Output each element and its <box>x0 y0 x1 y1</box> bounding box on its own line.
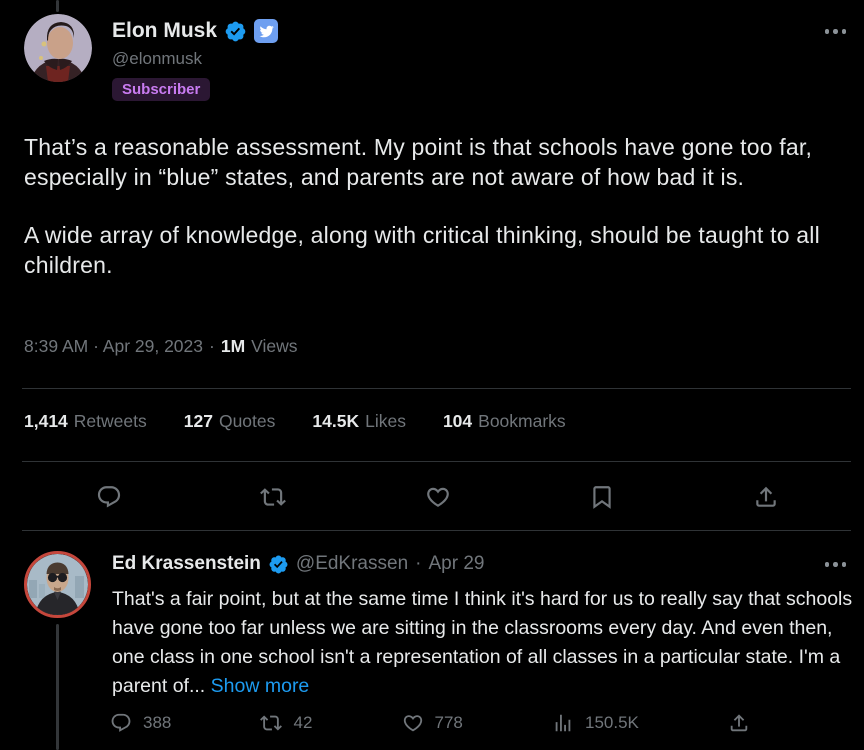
share-icon <box>753 484 779 510</box>
divider-bottom <box>22 530 851 531</box>
thread-line-above <box>56 0 59 12</box>
views-count: 1M <box>220 336 246 356</box>
bookmark-button[interactable] <box>588 483 616 511</box>
analytics-icon <box>552 712 574 734</box>
reply-reply-button[interactable] <box>110 712 171 734</box>
verified-badge-icon <box>268 554 289 575</box>
author-name[interactable]: Elon Musk <box>112 19 218 42</box>
retweet-count: 42 <box>293 713 313 732</box>
reply-views-button[interactable] <box>552 712 639 734</box>
quotes-stat[interactable] <box>184 411 276 432</box>
reply-text <box>112 585 854 701</box>
show-more-link[interactable]: Show more <box>210 675 310 697</box>
author-handle[interactable]: @elonmusk <box>112 49 203 68</box>
engagement-stats-row <box>24 411 566 432</box>
share-button[interactable] <box>752 483 780 511</box>
avatar-elon-musk[interactable] <box>24 14 92 82</box>
timestamp-row <box>24 336 298 357</box>
reply-icon <box>110 712 132 734</box>
timestamp: 8:39 AM · Apr 29, 2023 <box>24 336 204 356</box>
like-button[interactable] <box>424 483 452 511</box>
reply-icon <box>96 484 122 510</box>
likes-count: 14.5K <box>312 411 360 431</box>
bookmarks-label: Bookmarks <box>478 411 566 431</box>
retweets-stat[interactable] <box>24 411 147 432</box>
retweet-icon <box>260 484 286 510</box>
reply-date[interactable]: Apr 29 <box>428 553 485 574</box>
tweet-paragraph-2: A wide array of knowledge, along with critical thinking, should be taught to all children. <box>24 222 820 278</box>
quotes-count: 127 <box>183 411 213 431</box>
tweet-action-bar <box>24 482 851 512</box>
retweets-count: 1,414 <box>24 411 68 431</box>
tweet-text <box>24 132 846 280</box>
reply-more-menu-button[interactable] <box>825 562 847 567</box>
reply-author-handle[interactable]: @EdKrassen <box>295 553 409 574</box>
views-count: 150.5K <box>585 713 639 732</box>
thread-line-below <box>56 624 59 750</box>
reply-like-button[interactable] <box>402 712 463 734</box>
reply-author-name[interactable]: Ed Krassenstein <box>112 553 261 574</box>
reply-share-button[interactable] <box>728 712 750 734</box>
reply-count: 388 <box>143 713 172 732</box>
bookmarks-count: 104 <box>442 411 473 431</box>
subscriber-badge[interactable]: Subscriber <box>112 78 210 101</box>
divider-middle <box>22 461 851 462</box>
retweets-label: Retweets <box>73 411 147 431</box>
views-label: Views <box>251 336 298 356</box>
separator-dot: · <box>209 336 215 356</box>
likes-label: Likes <box>365 411 406 431</box>
reply-retweet-button[interactable] <box>260 712 312 734</box>
reply-button[interactable] <box>95 483 123 511</box>
twitter-affiliate-badge-icon <box>254 19 278 43</box>
quotes-label: Quotes <box>218 411 276 431</box>
bookmarks-stat[interactable] <box>443 411 566 432</box>
retweet-button[interactable] <box>259 483 287 511</box>
more-menu-button[interactable] <box>825 29 847 34</box>
author-block <box>112 19 278 101</box>
divider-top <box>22 388 851 389</box>
verified-badge-icon <box>224 20 247 43</box>
author-name-row <box>112 19 278 43</box>
reply-action-bar <box>110 712 750 734</box>
avatar-ed-krassenstein[interactable] <box>24 551 91 618</box>
tweet-paragraph-1: That’s a reasonable assessment. My point is that schools have gone too far, especially in “blue” states, and parents are not aware of how bad it is. <box>24 134 813 190</box>
reply-text-body: That's a fair point, but at the same time I think it's hard for us to really say that schools have gone too far unless we are sitting in the classrooms every day. And even then, one class in one school isn't a representation of all classes in a particular state. I'm a parent of... <box>112 588 853 697</box>
reply-author-row <box>112 553 484 575</box>
likes-stat[interactable] <box>312 411 406 432</box>
heart-icon <box>402 712 424 734</box>
avatar-image <box>27 554 88 615</box>
heart-icon <box>425 484 451 510</box>
separator-dot: · <box>415 553 422 574</box>
share-icon <box>728 712 750 734</box>
avatar-image <box>24 14 92 82</box>
bookmark-icon <box>589 484 615 510</box>
retweet-icon <box>260 712 282 734</box>
like-count: 778 <box>434 713 463 732</box>
